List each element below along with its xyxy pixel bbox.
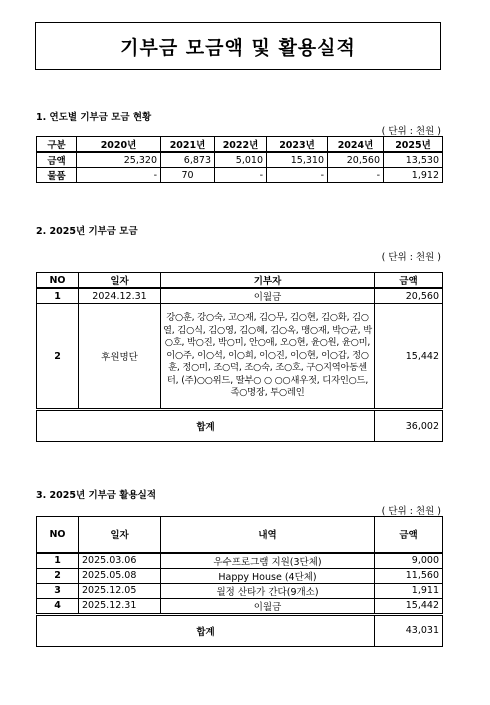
section3-unit: ( 단위 : 천원 ): [381, 506, 441, 517]
row-number: 2: [37, 304, 79, 410]
header-cell: 기부자: [161, 273, 375, 289]
row-amount: 15,442: [375, 598, 443, 614]
header-cell: NO: [37, 517, 79, 553]
yearly-donation-table: [36, 136, 443, 183]
section2-unit: ( 단위 : 천원 ): [381, 252, 441, 263]
row-number: 1: [37, 288, 79, 304]
donor-list: 강○훈, 강○숙, 고○재, 김○무, 김○현, 김○화, 김○열, 김○식, 김○영, 김○혜, 김○옥, 맹○재, 박○균, 박○호, 박○진, 박○미, 안○애, 오○현, 윤○원, 윤○미, 이○주, 이○석, 이○희, 이○진, 이○현, 이○갑, 정○훈, 정○미, 조○덕, 조○숙, 조○호, 구○지역아동센터, (주)○○위드, 딸부○ ○ ○○새우젓, 디자인○드, 족○명장, 투○레인: [161, 304, 375, 410]
total-row: [37, 614, 443, 646]
row-number: 3: [37, 583, 79, 598]
header-cell: 2024년: [328, 137, 384, 153]
total-row: [37, 410, 443, 442]
row-donor: 이월금: [161, 288, 375, 304]
total-label: 합계: [37, 410, 375, 442]
row-description: 이월금: [161, 598, 375, 614]
table-cell: -: [215, 168, 267, 183]
table-cell: 20,560: [328, 152, 384, 168]
table-cell: 70: [161, 168, 215, 183]
header-cell: NO: [37, 273, 79, 289]
table-header-row: [37, 517, 443, 553]
donation-collection-table: [36, 272, 443, 442]
header-cell: 2022년: [215, 137, 267, 153]
header-cell: 금액: [375, 273, 443, 289]
table-row: [37, 152, 443, 168]
row-number: 1: [37, 553, 79, 569]
row-amount: 20,560: [375, 288, 443, 304]
section1-heading: 1. 연도별 기부금 모금 현황: [36, 112, 152, 123]
table-cell: 13,530: [384, 152, 443, 168]
table-row: [37, 598, 443, 614]
section1-unit: ( 단위 : 천원 ): [381, 126, 441, 137]
header-cell: 2025년: [384, 137, 443, 153]
row-date: 2025.05.08: [79, 568, 161, 583]
header-cell: 구분: [37, 137, 77, 153]
header-cell: 2021년: [161, 137, 215, 153]
section3-heading: 3. 2025년 기부금 활용실적: [36, 490, 156, 501]
page-title: 기부금 모금액 및 활용실적: [35, 22, 441, 70]
header-cell: 2023년: [267, 137, 328, 153]
row-amount: 15,442: [375, 304, 443, 410]
table-cell: 5,010: [215, 152, 267, 168]
row-number: 2: [37, 568, 79, 583]
row-description: 월정 산타가 간다(9개소): [161, 583, 375, 598]
table-row: [37, 583, 443, 598]
table-cell: 6,873: [161, 152, 215, 168]
header-cell: 내역: [161, 517, 375, 553]
table-cell: 1,912: [384, 168, 443, 183]
row-label: 금액: [37, 152, 77, 168]
total-amount: 36,002: [375, 410, 443, 442]
donation-usage-table: [36, 516, 443, 647]
row-amount: 11,560: [375, 568, 443, 583]
row-date: 2025.03.06: [79, 553, 161, 569]
table-header-row: [37, 137, 443, 153]
row-date: 2024.12.31: [79, 288, 161, 304]
section2-heading: 2. 2025년 기부금 모금: [36, 226, 138, 237]
row-date: 2025.12.31: [79, 598, 161, 614]
row-label: 물품: [37, 168, 77, 183]
row-description: 우수프로그램 지원(3단체): [161, 553, 375, 569]
table-cell: -: [267, 168, 328, 183]
table-row: [37, 168, 443, 183]
total-amount: 43,031: [375, 614, 443, 646]
total-label: 합계: [37, 614, 375, 646]
header-cell: 금액: [375, 517, 443, 553]
table-header-row: [37, 273, 443, 289]
header-cell: 일자: [79, 517, 161, 553]
table-cell: -: [328, 168, 384, 183]
table-row: [37, 288, 443, 304]
table-row: [37, 568, 443, 583]
row-date: 후원명단: [79, 304, 161, 410]
table-cell: -: [77, 168, 161, 183]
table-cell: 25,320: [77, 152, 161, 168]
header-cell: 2020년: [77, 137, 161, 153]
table-row: [37, 304, 443, 410]
table-row: [37, 553, 443, 569]
row-amount: 1,911: [375, 583, 443, 598]
header-cell: 일자: [79, 273, 161, 289]
row-amount: 9,000: [375, 553, 443, 569]
row-date: 2025.12.05: [79, 583, 161, 598]
table-cell: 15,310: [267, 152, 328, 168]
row-number: 4: [37, 598, 79, 614]
row-description: Happy House (4단체): [161, 568, 375, 583]
